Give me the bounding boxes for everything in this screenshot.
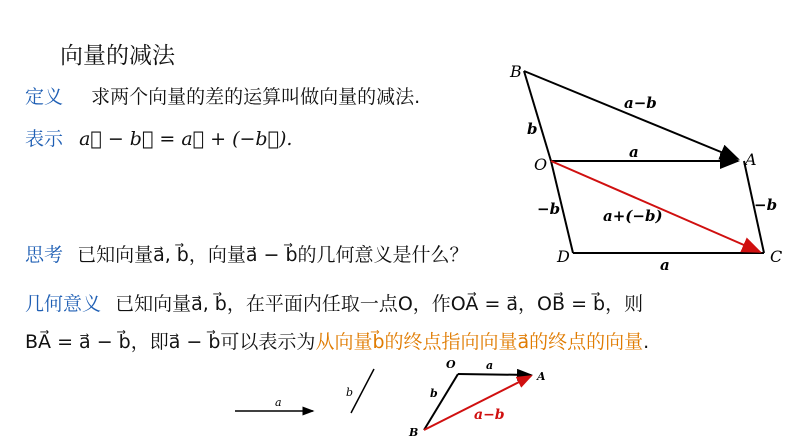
- label-a-bottom: a: [660, 256, 670, 274]
- small-label-a: a: [486, 359, 494, 372]
- definition-keyword: 定义: [25, 86, 64, 108]
- vector-b-label: b: [346, 386, 354, 399]
- small-OA: [458, 374, 531, 375]
- geometric-meaning-line2-end: .: [643, 331, 650, 353]
- label-a-minus-b: a−b: [624, 94, 657, 112]
- representation-row: [25, 124, 292, 151]
- label-b: b: [527, 120, 538, 138]
- representation-keyword: 表示: [25, 128, 64, 150]
- geometric-meaning-keyword: 几何意义: [25, 293, 102, 315]
- definition-row: [25, 82, 420, 109]
- label-a-plus-neg-b: a+(−b): [603, 207, 663, 225]
- representation-formula: a⃗ − b⃗ = a⃗ + (−b⃗).: [79, 128, 293, 150]
- geometric-meaning-row-2: [25, 327, 649, 354]
- point-D-label: D: [557, 247, 570, 266]
- geometric-meaning-highlight: 从向量b⃗的终点指向向量a⃗的终点的向量: [315, 331, 644, 353]
- small-label-a-minus-b: a−b: [474, 407, 505, 423]
- vector-a-label: a: [275, 396, 282, 409]
- point-A-label: A: [745, 150, 757, 169]
- geometric-meaning-line2-prefix: BA⃗ = a⃗ − b⃗，即a⃗ − b⃗可以表示为: [25, 331, 316, 353]
- line-OB: [524, 71, 551, 161]
- point-O-label: O: [534, 155, 548, 174]
- label-neg-b-right: −b: [754, 196, 778, 214]
- thinking-keyword: 思考: [25, 244, 64, 266]
- page-title: 向量的减法: [60, 43, 175, 69]
- small-figure: [225, 355, 570, 447]
- definition-text: 求两个向量的差的运算叫做向量的减法.: [91, 86, 421, 108]
- parallelogram-diagram: [500, 55, 794, 275]
- thinking-text: 已知向量a⃗, b⃗，向量a⃗ − b⃗的几何意义是什么？: [77, 244, 469, 266]
- geometric-meaning-line1: 已知向量a⃗, b⃗，在平面内任取一点O，作OA⃗ = a⃗，OB⃗ = b⃗，则: [115, 293, 644, 315]
- point-C-label: C: [770, 247, 783, 266]
- label-a-top: a: [629, 143, 639, 161]
- small-label-b: b: [430, 387, 438, 400]
- point-B-label: B: [510, 62, 522, 81]
- geometric-meaning-row-1: [25, 289, 643, 316]
- small-point-A: A: [537, 370, 546, 383]
- label-neg-b-left: −b: [537, 200, 561, 218]
- vector-b: [351, 369, 374, 413]
- thinking-row: [25, 240, 469, 267]
- small-point-O: O: [446, 358, 456, 371]
- small-point-B: B: [409, 426, 419, 439]
